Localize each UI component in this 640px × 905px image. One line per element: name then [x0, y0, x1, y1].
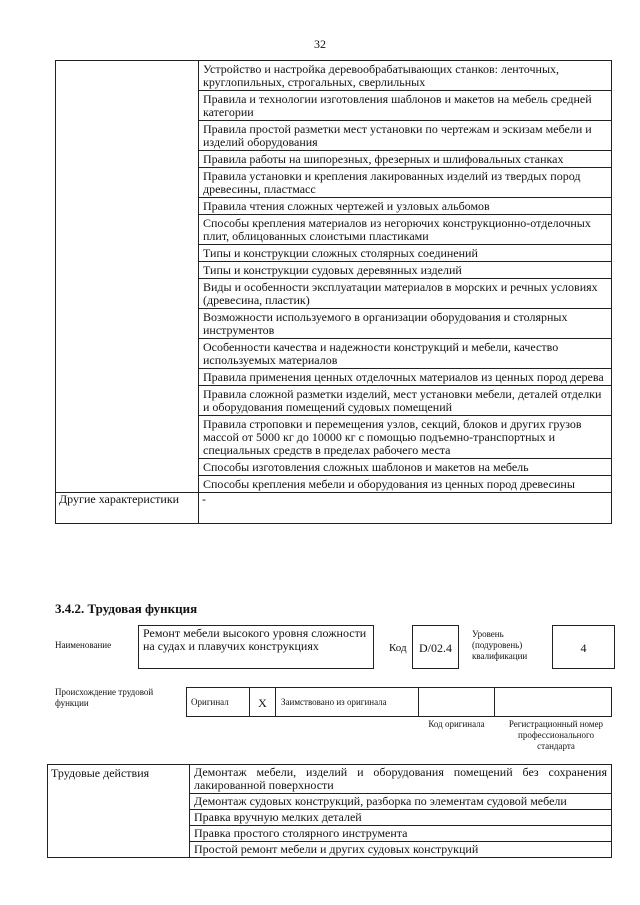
knowledge-item: Правила простой разметки мест установки по чертежам и эскизам мебели и изделий оборудования [199, 121, 612, 151]
other-chars-label: Другие характеристики [56, 493, 199, 524]
code-caption: Код оригинала [428, 719, 485, 729]
knowledge-item: Особенности качества и надежности конструкций и мебели, качество используемых материалов [199, 339, 612, 369]
function-name-value: Ремонт мебели высокого уровня сложности на судах и плавучих конструкциях [143, 626, 367, 653]
code-value: D/02.4 [419, 641, 452, 655]
knowledge-item: Правила установки и крепления лакированных изделий из твердых пород древесины, пластмасс [199, 168, 612, 198]
actions-label: Трудовые действия [48, 765, 190, 858]
knowledge-label-cell [56, 61, 199, 493]
other-chars-value: - [199, 493, 612, 524]
level-label: Уровень (подуровень) квалификации [472, 629, 528, 661]
action-item: Правка вручную мелких деталей [190, 810, 612, 826]
knowledge-item: Правила чтения сложных чертежей и узловых альбомов [199, 198, 612, 215]
knowledge-item: Типы и конструкции сложных столярных соединений [199, 245, 612, 262]
original-code-cell [418, 687, 495, 717]
code-box [412, 625, 459, 669]
knowledge-item: Типы и конструкции судовых деревянных изделий [199, 262, 612, 279]
original-label: Оригинал [191, 697, 229, 707]
origin-label: Происхождение трудовой функции [55, 687, 154, 708]
knowledge-item: Способы крепления мебели и оборудования из ценных пород древесины [199, 476, 612, 493]
knowledge-item: Возможности используемого в организации оборудования и столярных инструментов [199, 309, 612, 339]
table-row [56, 493, 612, 524]
knowledge-item: Правила строповки и перемещения узлов, секций, блоков и других грузов массой от 5000 кг до 10000 кг с помощью подъемно-транспортных и специальных средств в пределах рабочего места [199, 416, 612, 459]
knowledge-item: Правила применения ценных отделочных материалов из ценных пород дерева [199, 369, 612, 386]
reg-caption: Регистрационный номер профессионального стандарта [508, 719, 604, 751]
original-mark [249, 687, 276, 717]
action-item: Правка простого столярного инструмента [190, 826, 612, 842]
knowledge-item: Правила сложной разметки изделий, мест установки мебели, деталей отделки и оборудования помещений судовых помещений [199, 386, 612, 416]
level-value: 4 [580, 641, 587, 655]
knowledge-item: Правила и технологии изготовления шаблонов и макетов на мебель средней категории [199, 91, 612, 121]
knowledge-item: Виды и особенности эксплуатации материалов в морских и речных условиях (древесина, пластик) [199, 279, 612, 309]
level-box [552, 625, 615, 669]
action-item: Простой ремонт мебели и других судовых конструкций [190, 842, 612, 858]
knowledge-item: Устройство и настройка деревообрабатывающих станков: ленточных, круглопильных, строгальных, сверлильных [199, 61, 612, 91]
actions-table [47, 764, 612, 858]
knowledge-item: Способы изготовления сложных шаблонов и макетов на мебель [199, 459, 612, 476]
knowledge-item: Правила работы на шипорезных, фрезерных и шлифовальных станках [199, 151, 612, 168]
knowledge-item: Способы крепления материалов из негорючих конструкционно-отделочных плит, облицованных слоистыми пластиками [199, 215, 612, 245]
knowledge-table [55, 60, 612, 524]
page-number: 32 [314, 37, 326, 51]
name-label: Наименование [55, 640, 112, 650]
section-title: 3.4.2. Трудовая функция [55, 601, 198, 616]
code-label: Код [389, 642, 407, 654]
action-item: Демонтаж судовых конструкций, разборка по элементам судовой мебели [190, 794, 612, 810]
table-row [56, 61, 612, 91]
table-row [48, 765, 612, 794]
action-item: Демонтаж мебели, изделий и оборудования помещений без сохранения лакированной поверхности [190, 765, 612, 794]
original-mark-value: X [258, 696, 267, 710]
function-name-box [138, 625, 374, 669]
borrowed-label: Заимствовано из оригинала [281, 697, 387, 707]
